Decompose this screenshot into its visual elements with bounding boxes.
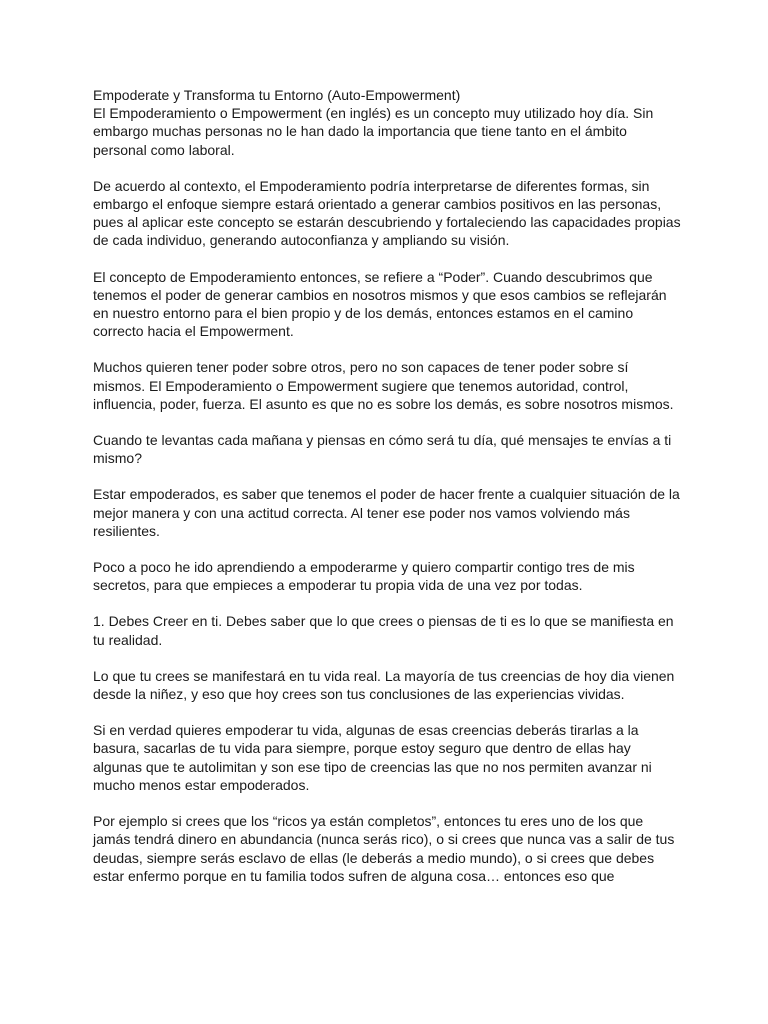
paragraph: Poco a poco he ido aprendiendo a empoderarme y quiero compartir contigo tres de mis secretos, para que empieces a empoderar tu propia vida de una vez por todas. (93, 559, 635, 594)
document-page (93, 86, 683, 903)
paragraph: Estar empoderados, es saber que tenemos el poder de hacer frente a cualquier situación de la mejor manera y con una actitud correcta. Al tener ese poder nos vamos volviendo más resilientes. (93, 486, 680, 539)
paragraph: De acuerdo al contexto, el Empoderamiento podría interpretarse de diferentes formas, sin embargo el enfoque siempre estará orientado a generar cambios positivos en las personas, pues al aplicar este concepto se estarán descubriendo y fortaleciendo las capacidades propias de cada individuo, generando autoconfianza y ampliando su visión. (93, 177, 681, 249)
paragraph: El concepto de Empoderamiento entonces, se refiere a “Poder”. Cuando descubrimos que tenemos el poder de generar cambios en nosotros mismos y que esos cambios se reflejarán en nuestro entorno para el bien propio y de los demás, entonces estamos en el camino correcto hacia el Empowerment. (93, 268, 667, 340)
paragraph: Lo que tu crees se manifestará en tu vida real. La mayoría de tus creencias de hoy dia vienen desde la niñez, y eso que hoy crees son tus conclusiones de las experiencias vividas. (93, 667, 675, 703)
paragraph: Muchos quieren tener poder sobre otros, pero no son capaces de tener poder sobre sí mismos. El Empoderamiento o Empowerment sugiere que tenemos autoridad, control, influencia, poder, fuerza. El asunto es que no es sobre los demás, es sobre nosotros mismos. (93, 359, 674, 412)
paragraph-text: El Empoderamiento o Empowerment (en inglés) es un concepto muy utilizado hoy día. Sin embargo muchas personas no le han dado la importancia que tiene tanto en el ámbito personal como laboral. (93, 105, 654, 158)
paragraph: Si en verdad quieres empoderar tu vida, algunas de esas creencias deberás tirarlas a la basura, sacarlas de tu vida para siempre, porque estoy seguro que dentro de ellas hay algunas que te autolimitan y son ese tipo de creencias las que no nos permiten avanzar ni mucho menos estar empoderados. (93, 722, 652, 793)
paragraph: Por ejemplo si crees que los “ricos ya están completos”, entonces tu eres uno de los que jamás tendrá dinero en abundancia (nunca serás rico), o si crees que nunca vas a salir de tus deudas, siempre serás esclavo de ellas (le deberás a medio mundo), o si crees que debes estar enfermo porque en tu familia todos sufren de alguna cosa… entonces eso que (93, 813, 675, 884)
intro-paragraph (93, 86, 683, 159)
document-title: Empoderate y Transforma tu Entorno (Auto-Empowerment) (93, 87, 461, 103)
numbered-point: 1. Debes Creer en ti. Debes saber que lo que crees o piensas de ti es lo que se manifiesta en tu realidad. (93, 613, 674, 648)
paragraph: Cuando te levantas cada mañana y piensas en cómo será tu día, qué mensajes te envías a ti mismo? (93, 432, 672, 467)
